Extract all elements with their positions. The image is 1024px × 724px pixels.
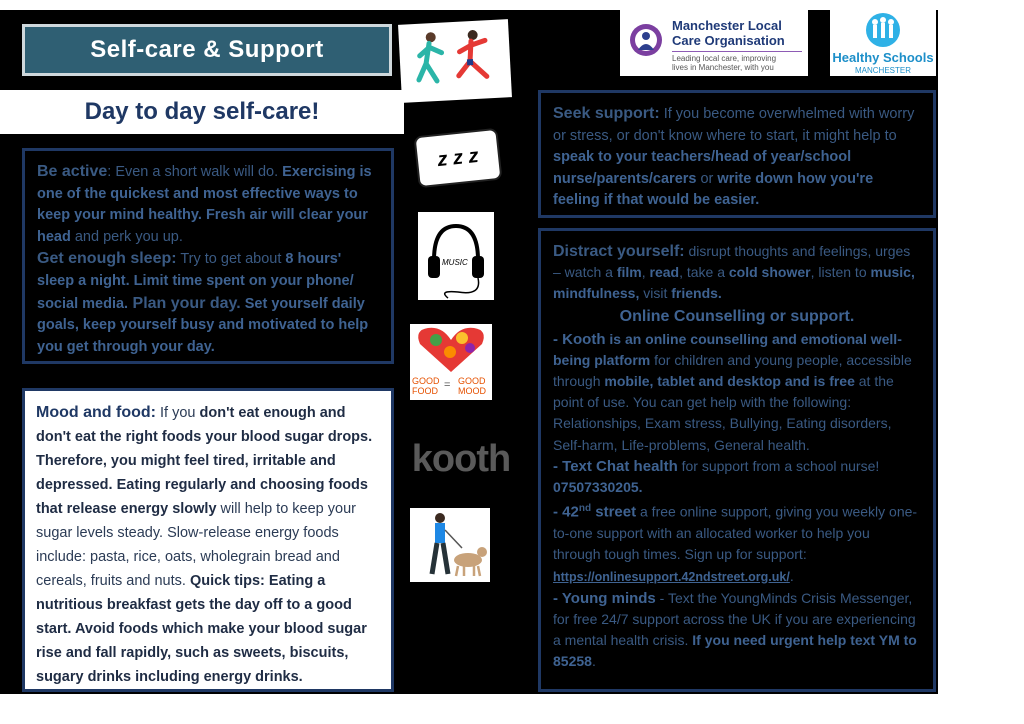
distract-friends: friends.	[671, 285, 722, 302]
text-chat-paragraph	[553, 456, 921, 498]
headphones-music-image	[418, 212, 494, 300]
distract-text-2: , take a	[679, 264, 729, 281]
good-mood-word1: GOOD	[458, 376, 486, 386]
street-name: street	[591, 503, 637, 521]
kooth-lead: - Kooth	[553, 330, 606, 348]
mlco-logo	[620, 10, 808, 76]
young-minds-end: .	[591, 653, 596, 670]
distract-music: music, mindfulness,	[553, 264, 915, 302]
distract-text: disrupt thoughts and feelings, urges – watch a	[553, 243, 911, 281]
dog-walking-image	[410, 508, 490, 582]
42nd-street-paragraph	[553, 498, 921, 587]
good-food-good-mood-image: GOOD FOOD = GOOD MOOD	[410, 324, 492, 400]
be-active-bold-text: Exercising is one of the quickest and most effective ways to keep your mind healthy. Fresh air will clear your head	[37, 164, 372, 245]
mlco-tagline-line2: lives in Manchester, with you	[672, 63, 774, 72]
healthy-schools-name: Healthy Schools	[832, 50, 934, 65]
plan-bold-text: Set yourself daily goals, keep yourself busy and motivated to help you get through your day.	[37, 295, 369, 355]
online-heading: Online Counselling or support.	[619, 307, 855, 325]
young-minds-text: - Text the YoungMinds Crisis Messenger, for free 24/7 support across the UK if you are experiencing a mental health crisis.	[553, 589, 916, 649]
be-active-box	[22, 148, 394, 364]
mood-food-box	[22, 388, 394, 692]
sleep-text: Try to get about	[176, 251, 286, 268]
young-minds-lead: - Young minds	[553, 589, 656, 607]
running-people-image	[398, 19, 512, 103]
distract-label: Distract yourself:	[553, 243, 685, 260]
seek-support-or: or	[696, 170, 718, 187]
distract-comma: ,	[641, 264, 650, 281]
text-chat-text: for support from a school nurse!	[677, 457, 880, 474]
mlco-emblem-icon	[628, 22, 664, 58]
mood-food-bold-text: don't eat enough and don't eat the right foods your blood sugar drops. Therefore, you might feel tired, irritable and depressed. Eating regularly and choosing foods that release energy slowly	[36, 405, 373, 517]
music-label: MUSIC	[442, 258, 468, 267]
zzz-text: z z z	[436, 144, 480, 171]
mood-food-text: If you	[155, 405, 200, 421]
street-sup: nd	[578, 503, 592, 515]
seek-support-box	[538, 90, 936, 218]
street-end: .	[789, 567, 794, 584]
healthy-schools-logo	[830, 10, 936, 76]
street-lead: - 42	[553, 503, 579, 521]
mlco-tagline-line1: Leading local care, improving	[672, 54, 777, 63]
distract-read: read	[649, 264, 680, 281]
good-food-word2: FOOD	[412, 386, 438, 396]
distract-online-box	[538, 228, 936, 692]
be-active-label: Be active	[37, 163, 108, 180]
mood-food-text-2: will help to keep your sugar levels steady. Slow-release energy foods include: pasta, rice, oats, wholegrain bread and cereals, fruits and nuts.	[36, 501, 356, 589]
page-subtitle: Day to day self-care!	[0, 90, 404, 134]
kooth-text-2: at the point of use. You can get help with the following: Relationships, Exam stress, Bullying, Eating disorders, Self-harm, Life-problems, General health.	[553, 373, 894, 453]
kooth-text-1: for children and young people, accessible through	[553, 351, 912, 390]
street-text: a free online support, giving you weekly one-to-one support with an allocated worker to help you through tough times. Sign up for support:	[553, 503, 918, 563]
kooth-paragraph	[553, 329, 921, 456]
healthy-schools-city: MANCHESTER	[854, 66, 911, 75]
seek-support-write-down: write down how you're feeling if that would be easier.	[553, 170, 874, 209]
42nd-street-link[interactable]: https://onlinesupport.42ndstreet.org.uk/	[553, 569, 790, 584]
be-active-text: : Even a short walk will do.	[107, 164, 283, 180]
distract-text-4: visit	[639, 285, 672, 302]
page-title: Self-care & Support	[22, 24, 392, 76]
seek-support-text: If you become overwhelmed with worry or stress, or don't know where to start, it might help to	[553, 106, 915, 144]
be-active-text-end: and perk you up.	[70, 228, 183, 245]
distract-text-3: , listen to	[810, 264, 871, 281]
kooth-bold-2: mobile, tablet and desktop and is free	[604, 373, 855, 390]
sleep-zzz-image	[414, 128, 503, 188]
kooth-logo: kooth	[411, 438, 511, 480]
mlco-name-line1: Manchester Local	[672, 18, 782, 33]
mlco-name-line2: Care Organisation	[672, 33, 785, 48]
distract-film: film	[616, 264, 642, 281]
plan-label: Plan your day.	[128, 294, 241, 312]
young-minds-paragraph	[553, 588, 921, 673]
kooth-bold-1: is an online counselling and emotional well-being platform	[553, 330, 902, 368]
good-mood-word2: MOOD	[458, 386, 486, 396]
mood-food-quick-tips: Quick tips: Eating a nutritious breakfast gets the day off to a good start. Avoid foods which make your blood sugar rise and fall rapidly, such as sweets, biscuits, sugary drinks including energy drinks.	[36, 573, 367, 685]
healthy-schools-figures-icon	[853, 12, 913, 48]
text-chat-lead: - Text Chat health	[553, 457, 678, 475]
sleep-label: Get enough sleep:	[37, 250, 177, 268]
sleep-bold-text: 8 hours' sleep a night. Limit time spent on your phone/ social media.	[37, 251, 354, 312]
distract-shower: cold shower	[728, 264, 811, 281]
mood-food-label: Mood and food:	[36, 404, 156, 421]
seek-support-label: Seek support:	[553, 105, 660, 122]
seek-support-people: speak to your teachers/head of year/school nurse/parents/carers	[553, 149, 852, 187]
young-minds-bold: If you need urgent help text YM to 85258	[553, 632, 917, 670]
text-chat-number: 07507330205.	[553, 479, 643, 496]
good-food-word1: GOOD	[412, 376, 440, 386]
